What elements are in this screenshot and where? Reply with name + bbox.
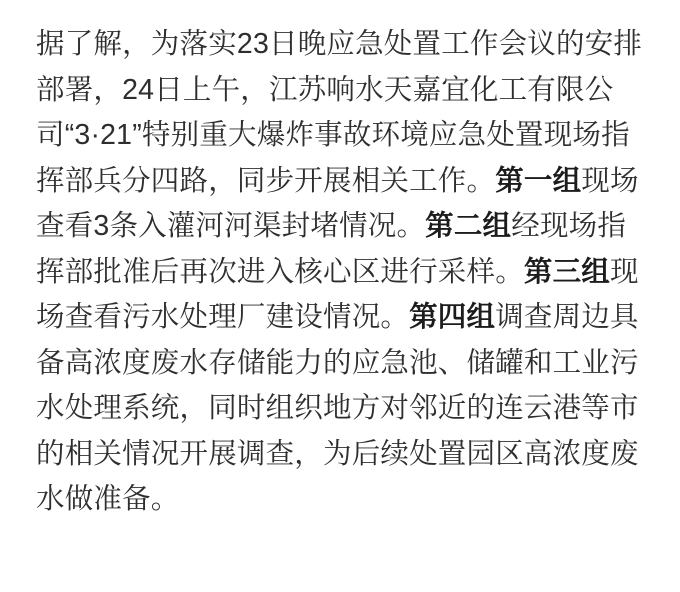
paragraph-emphasis: 第二组 <box>425 210 512 242</box>
paragraph-text: 现场查看污水处理厂建设情况。 <box>36 255 639 333</box>
paragraph-text: 调查周边具备高浓度废水存储能力的应急池、储罐和工业污水处理系统，同时组织地方对邻近的连云港等市的相关情况开展调查，为后续处置园区高浓度废水做准备。 <box>36 301 639 515</box>
paragraph-text: 现场查看3条入灌河河渠封堵情况。 <box>36 164 639 242</box>
paragraph-text: 经现场指挥部批准后再次进入核心区进行采样。 <box>36 210 627 288</box>
paragraph-text: 据了解，为落实23日晚应急处置工作会议的安排部署，24日上午，江苏响水天嘉宜化工有限公司“3·21”特别重大爆炸事故环境应急处置现场指挥部兵分四路，同步开展相关工作。 <box>36 28 643 197</box>
paragraph-emphasis: 第四组 <box>409 301 496 333</box>
article-paragraph <box>36 22 644 523</box>
paragraph-emphasis: 第三组 <box>523 255 611 288</box>
paragraph-emphasis: 第一组 <box>495 164 582 197</box>
